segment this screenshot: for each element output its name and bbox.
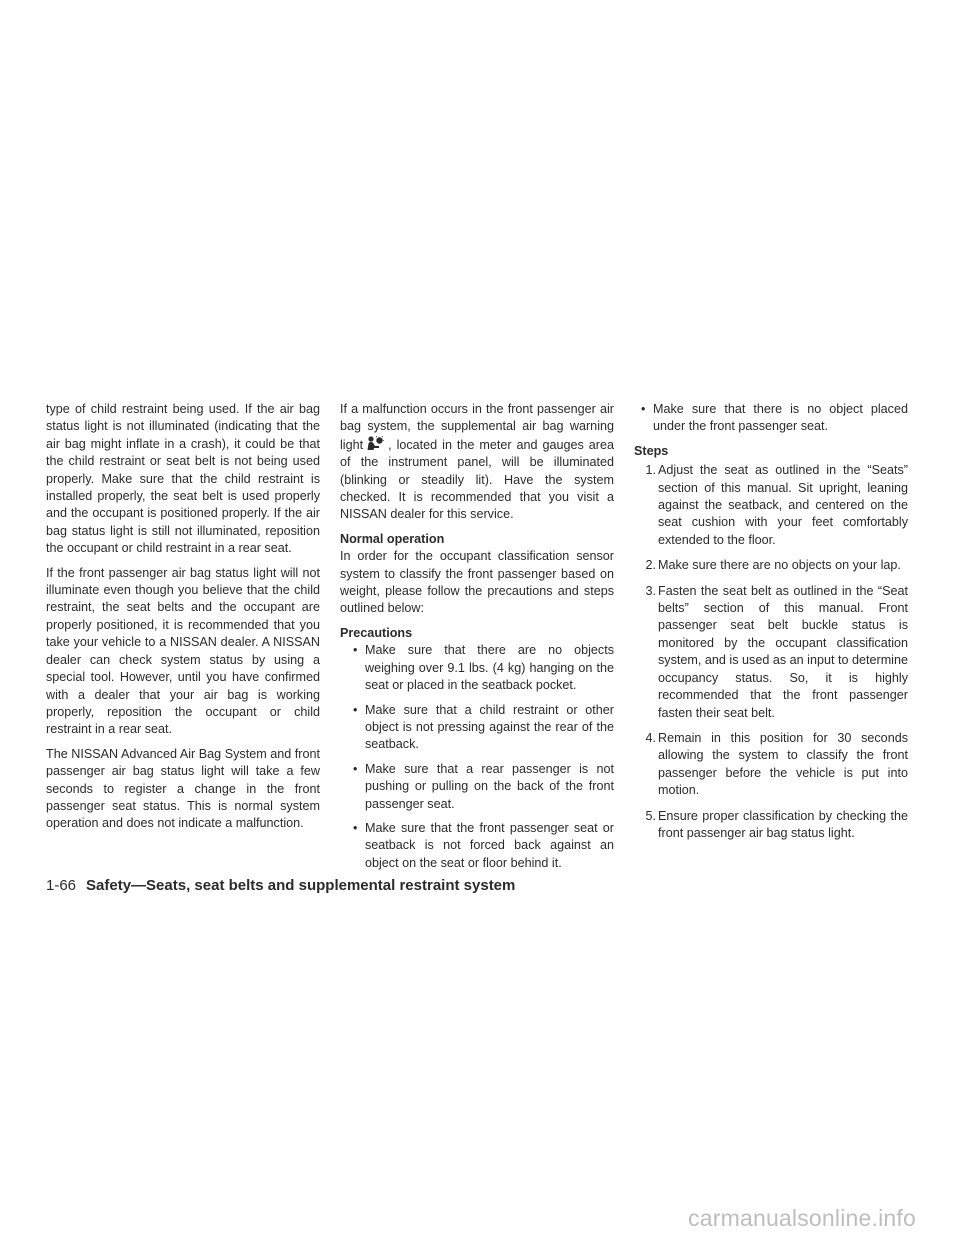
precaution-text: Make sure that there is no object placed under the front passenger seat. — [653, 402, 908, 434]
step-number: 3. — [645, 583, 656, 598]
precaution-text: Make sure that a child restraint or other object is not pressing against the rear of the seatback. — [365, 702, 614, 752]
list-item — [340, 820, 614, 872]
watermark: carmanualsonline.info — [688, 1205, 916, 1231]
paragraph-system-register: The NISSAN Advanced Air Bag System and front passenger air bag status light will take a few seconds to register a change in the front passenger seat status. This is normal system operation and does not indicate a malfunction. — [46, 746, 320, 831]
bullet-mark: • — [353, 643, 358, 658]
paragraph-dealer-check: If the front passenger air bag status light will not illuminate even though you believe that the child restraint, the seat belts and the occupant are properly positioned, it is recommended that you take your vehicle to a NISSAN dealer. A NISSAN dealer can check system status by using a special tool. However, until you have confirmed with a dealer that your air bag is working properly, reposition the occupant or child restraint in a rear seat. — [46, 565, 320, 737]
column-3 — [634, 401, 908, 850]
step-text: Ensure proper classification by checking the front passenger air bag status light. — [658, 808, 908, 840]
list-item — [634, 557, 908, 574]
list-item — [634, 462, 908, 549]
precaution-text: Make sure that there are no objects weighing over 9.1 lbs. (4 kg) hanging on the seat or placed in the seatback pocket. — [365, 643, 614, 693]
heading-precautions: Precautions — [340, 625, 413, 640]
step-text: Make sure there are no objects on your lap. — [658, 558, 901, 573]
paragraph-malfunction — [340, 401, 614, 524]
step-number: 2. — [645, 558, 656, 573]
bullet-mark: • — [353, 702, 358, 717]
steps-list — [634, 462, 908, 842]
precautions-list-continued — [634, 401, 908, 436]
step-number: 5. — [645, 808, 656, 823]
list-item — [634, 401, 908, 436]
heading-steps: Steps — [634, 443, 669, 458]
bullet-mark: • — [353, 761, 358, 776]
column-1 — [46, 401, 320, 840]
page-footer — [46, 877, 515, 894]
malfunction-text-after: , located in the meter and gauges area of the instrument panel, will be illuminated (blinking or steadily lit). Have the system checked. It is recommended that you visit a NISSAN dealer for this service. — [340, 437, 614, 522]
step-text: Remain in this position for 30 seconds allowing the system to classify the front passenger before the vehicle is put into motion. — [658, 730, 908, 798]
list-item — [634, 808, 908, 843]
heading-normal-operation: Normal operation — [340, 531, 445, 546]
step-number: 1. — [645, 463, 656, 478]
airbag-warning-icon — [366, 436, 384, 451]
list-item — [634, 583, 908, 722]
paragraph-status-light: type of child restraint being used. If the air bag status light is not illuminated (indicating that the air bag might inflate in a crash), it could be that the child restraint or seat belt is not being used properly. Make sure that the child restraint is installed properly, the seat belt is used properly and the occupant is positioned properly. If the air bag status light is still not illuminated, reposition the occupant or child restraint in a rear seat. — [46, 402, 320, 556]
list-item — [340, 761, 614, 813]
precaution-text: Make sure that a rear passenger is not pushing or pulling on the back of the front passenger seat. — [365, 761, 614, 811]
list-item — [340, 642, 614, 694]
column-2 — [340, 401, 614, 879]
step-number: 4. — [645, 730, 656, 745]
precautions-list — [340, 642, 614, 872]
precaution-text: Make sure that the front passenger seat or seatback is not forced back against an object on the seat or floor behind it. — [365, 820, 614, 870]
section-title: Safety—Seats, seat belts and supplemental restraint system — [86, 877, 516, 894]
paragraph-classification: In order for the occupant classification sensor system to classify the front passenger based on weight, please follow the precautions and steps outlined below: — [340, 549, 614, 616]
list-item — [340, 702, 614, 754]
page-number: 1-66 — [46, 877, 77, 894]
step-text: Adjust the seat as outlined in the “Seats” section of this manual. Sit upright, leaning against the seatback, and centered on the seat cushion with your feet comfortably extended to the floor. — [658, 463, 908, 547]
bullet-mark: • — [353, 820, 358, 835]
bullet-mark: • — [641, 402, 646, 416]
malfunction-text-before: If a malfunction occurs in the front passenger air bag system, the supplemental air bag warning light — [340, 402, 614, 452]
step-text: Fasten the seat belt as outlined in the “Seat belts” section of this manual. Front passenger seat belt buckle status is monitored by the occupant classification system, and is used as an input to determine occupancy status. So, it is highly recommended that the front passenger fasten their seat belt. — [658, 583, 908, 720]
list-item — [634, 730, 908, 800]
